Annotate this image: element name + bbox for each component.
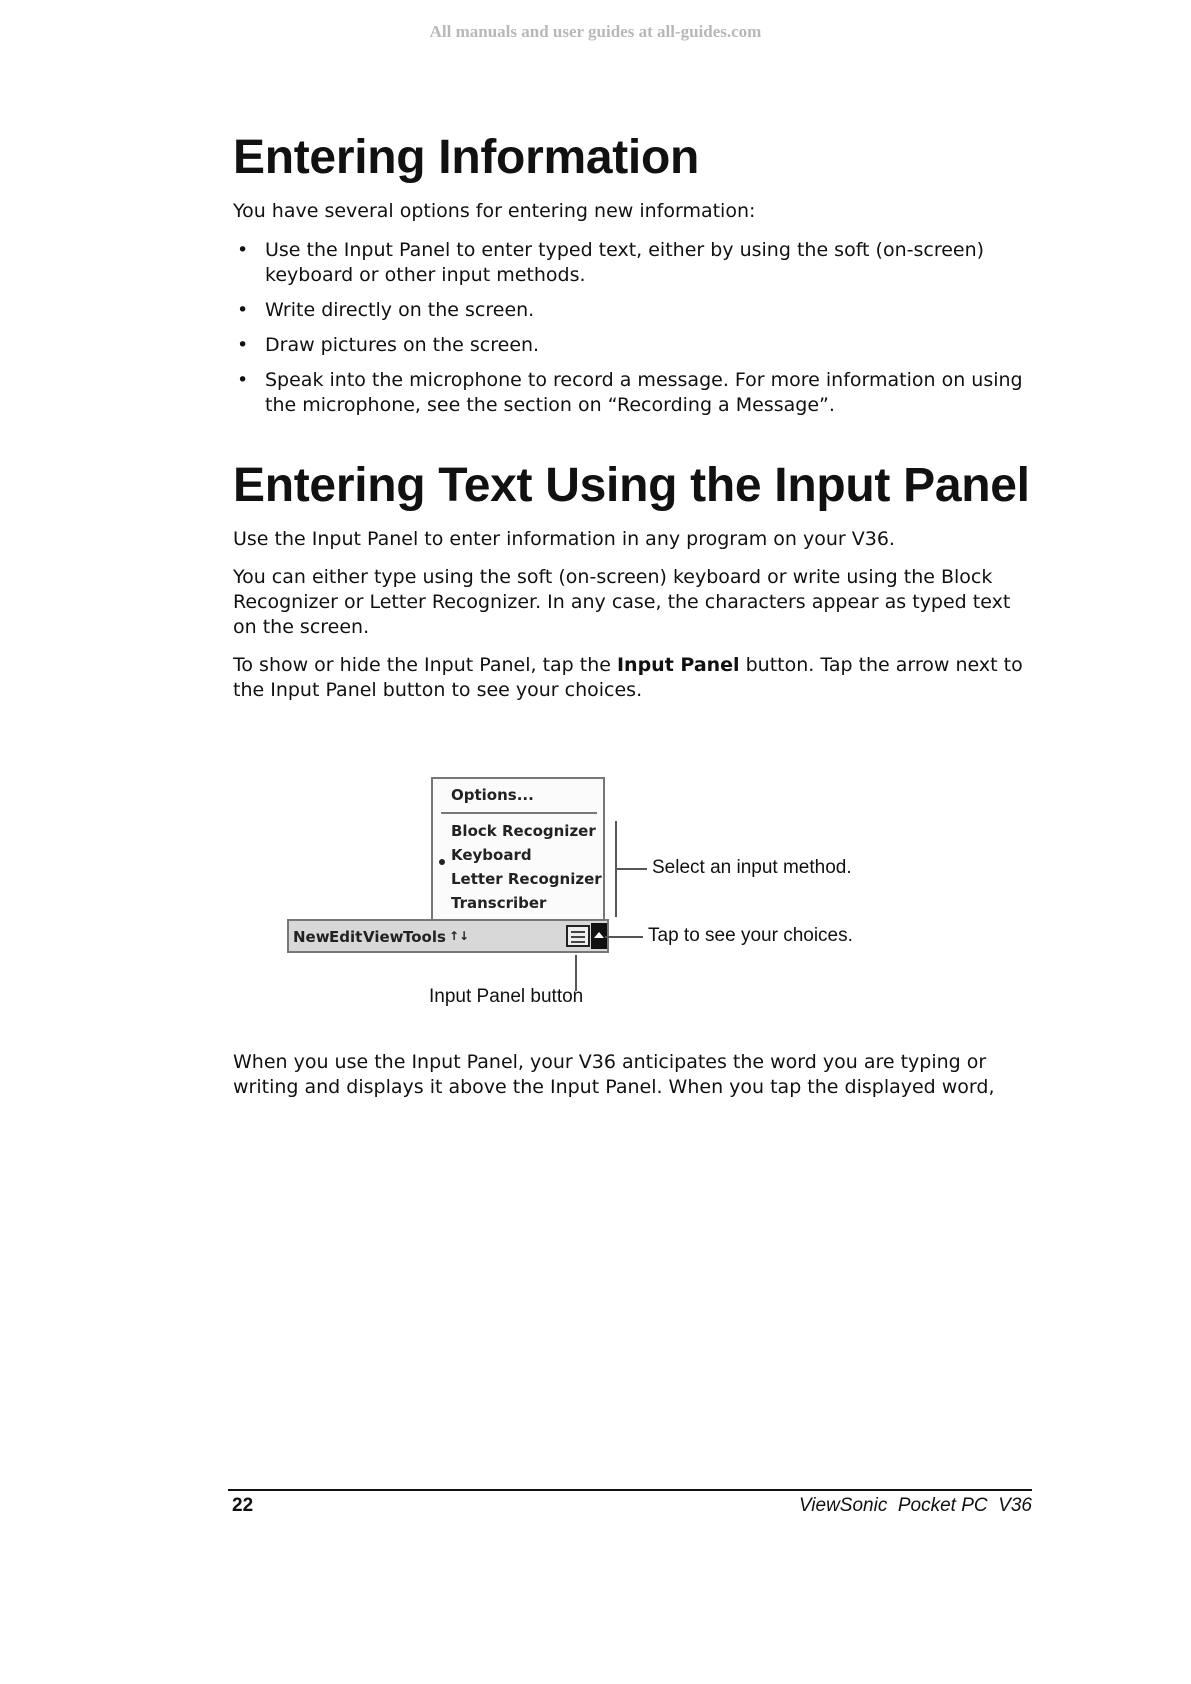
paragraph-3	[233, 653, 1033, 703]
paragraph-3-after: button. Tap the arrow next to the Input Panel button to see your choices.	[233, 654, 1023, 701]
section-title-input-panel: Entering Text Using the Input Panel	[233, 459, 1030, 512]
menu-edit[interactable]: Edit	[329, 928, 363, 946]
menu-item-keyboard[interactable]: Keyboard	[451, 846, 532, 864]
intro-text: You have several options for entering new information:	[233, 200, 756, 222]
command-bar	[287, 919, 609, 953]
menu-item-options[interactable]: Options...	[451, 786, 534, 804]
callout-input-panel-button: Input Panel button	[429, 986, 584, 1007]
section-title-entering-information: Entering Information	[233, 131, 699, 184]
menu-item-block-recognizer[interactable]: Block Recognizer	[451, 822, 596, 840]
watermark: All manuals and user guides at all-guides.com	[429, 22, 762, 41]
list-item-text: Write directly on the screen.	[265, 299, 535, 321]
input-panel-bold: Input Panel	[616, 654, 740, 676]
selected-dot-icon	[439, 859, 445, 865]
input-method-menu	[431, 777, 605, 925]
bullet-icon: •	[237, 299, 249, 321]
paragraph-1: Use the Input Panel to enter information in any program on your V36.	[233, 528, 895, 550]
list-item-text: Draw pictures on the screen.	[265, 334, 540, 356]
paragraph-4: When you use the Input Panel, your V36 anticipates the word you are typing or writing and displays it above the Input Panel. When you tap the displayed word,	[233, 1051, 995, 1098]
bullet-icon: •	[237, 239, 249, 261]
list-item-text: Use the Input Panel to enter typed text, either by using the soft (on-screen) keyboard or other input methods.	[265, 239, 985, 286]
callout-tap-choices: Tap to see your choices.	[648, 925, 853, 946]
list-item	[233, 368, 1033, 418]
footer-title: ViewSonic Pocket PC V36	[798, 1495, 1032, 1516]
bullet-icon: •	[237, 369, 249, 391]
list-item-text: Speak into the microphone to record a message. For more information on using the microphone, see the section on “Recording a Message”.	[265, 369, 1023, 416]
callout-line-method	[617, 868, 647, 870]
page-number: 22	[232, 1495, 254, 1516]
paragraph-3-before: To show or hide the Input Panel, tap the	[233, 654, 617, 676]
menu-tools[interactable]: Tools	[403, 928, 446, 946]
list-item	[233, 298, 1033, 323]
list-item	[233, 238, 1033, 288]
menu-separator	[441, 812, 597, 814]
callout-select-method: Select an input method.	[652, 857, 852, 878]
options-list	[233, 238, 1033, 418]
main-content	[233, 130, 1033, 703]
menu-view[interactable]: View	[363, 928, 404, 946]
list-item	[233, 333, 1033, 358]
keyboard-icon[interactable]	[566, 925, 590, 947]
bullet-icon: •	[237, 334, 249, 356]
menu-item-transcriber[interactable]: Transcriber	[451, 894, 547, 912]
footer-rule	[228, 1489, 1032, 1491]
menu-item-letter-recognizer[interactable]: Letter Recognizer	[451, 870, 602, 888]
menu-new[interactable]: New	[293, 928, 330, 946]
callout-line-choices	[605, 936, 643, 938]
input-panel-figure	[287, 773, 927, 1023]
sort-icon[interactable]: ↑↓	[449, 929, 470, 943]
paragraph-2: You can either type using the soft (on-screen) keyboard or write using the Block Recognizer or Letter Recognizer. In any case, the characters appear as typed text on the screen.	[233, 566, 1011, 638]
